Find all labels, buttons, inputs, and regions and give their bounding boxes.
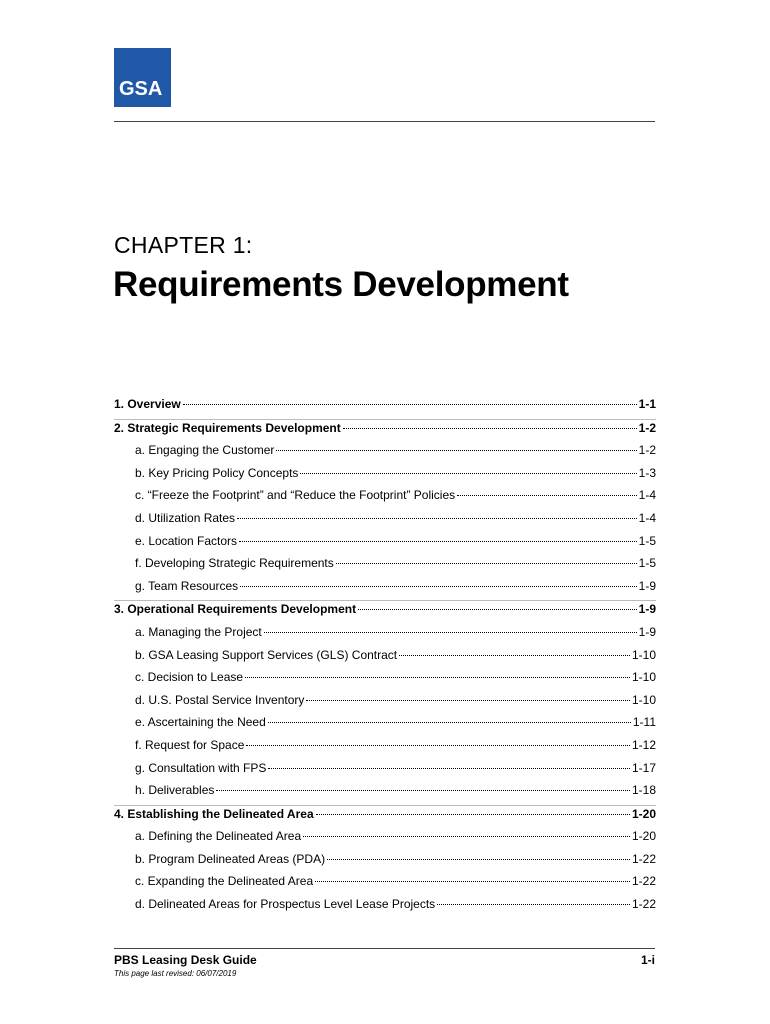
toc-section-entry[interactable] [114, 396, 656, 419]
toc-entry-page: 1-17 [631, 760, 656, 775]
footer-revised-date: This page last revised: 06/07/2019 [114, 969, 237, 978]
toc-entry-page: 1-20 [631, 806, 656, 821]
toc-entry-page: 1-2 [638, 420, 656, 435]
toc-dot-leader [240, 585, 636, 587]
toc-dot-leader [437, 903, 630, 905]
toc-section-entry[interactable] [114, 420, 656, 443]
chapter-title: Requirements Development [113, 265, 569, 304]
toc-subsection-entry[interactable] [114, 669, 656, 692]
toc-subsection-entry[interactable] [114, 442, 656, 465]
toc-subsection-entry[interactable] [114, 873, 656, 896]
toc-entry-page: 1-20 [631, 829, 656, 844]
toc-subsection-entry[interactable] [114, 828, 656, 851]
toc-subsection-entry[interactable] [114, 692, 656, 715]
toc-subsection-entry[interactable] [114, 510, 656, 533]
toc-entry-page: 1-9 [638, 578, 656, 593]
gsa-logo-mark [114, 48, 171, 107]
toc-entry-title: e. Ascertaining the Need [135, 715, 266, 730]
toc-entry-page: 1-18 [631, 783, 656, 798]
toc-subsection-entry[interactable] [114, 624, 656, 647]
toc-entry-title: d. U.S. Postal Service Inventory [135, 692, 305, 707]
toc-entry-page: 1-22 [631, 897, 656, 912]
toc-subsection-entry[interactable] [114, 487, 656, 510]
toc-entry-page: 1-4 [638, 488, 656, 503]
toc-dot-leader [246, 744, 630, 746]
toc-subsection-entry[interactable] [114, 533, 656, 556]
toc-subsection-entry[interactable] [114, 737, 656, 760]
toc-dot-leader [457, 494, 637, 496]
toc-entry-title: 1. Overview [114, 397, 181, 411]
toc-entry-title: 3. Operational Requirements Development [114, 602, 357, 617]
toc-entry-page: 1-2 [638, 443, 656, 458]
toc-section-entry[interactable] [114, 806, 656, 829]
toc-dot-leader [276, 449, 636, 451]
toc-dot-leader [399, 654, 630, 656]
toc-dot-leader [300, 472, 636, 474]
chapter-label: CHAPTER 1: [114, 232, 253, 258]
toc-entry-page: 1-11 [632, 715, 656, 730]
toc-dot-leader [327, 858, 630, 860]
footer-page-number: 1-i [640, 953, 655, 967]
toc-dot-leader [216, 789, 630, 791]
toc-entry-title: b. GSA Leasing Support Services (GLS) Contract [135, 647, 398, 662]
header-divider [114, 121, 655, 122]
toc-entry-title: 4. Establishing the Delineated Area [114, 806, 314, 821]
toc-entry-title: f. Request for Space [135, 737, 245, 752]
toc-subsection-entry[interactable] [114, 647, 656, 670]
toc-entry-page: 1-12 [631, 737, 656, 752]
toc-entry-title: g. Team Resources [135, 578, 239, 593]
toc-entry-page: 1-4 [638, 510, 656, 525]
toc-dot-leader [336, 562, 637, 564]
toc-entry-title: a. Managing the Project [135, 624, 262, 639]
toc-entry-page: 1-22 [631, 874, 656, 889]
toc-entry-title: d. Delineated Areas for Prospectus Level Lease Projects [135, 897, 436, 912]
toc-entry-title: g. Consultation with FPS [135, 760, 267, 775]
toc-dot-leader [245, 676, 630, 678]
toc-entry-title: b. Key Pricing Policy Concepts [135, 465, 299, 480]
footer-divider [114, 948, 655, 949]
toc-subsection-entry[interactable] [114, 714, 656, 737]
toc-entry-title: f. Developing Strategic Requirements [135, 556, 334, 571]
toc-entry-title: c. “Freeze the Footprint” and “Reduce the Footprint” Policies [135, 488, 456, 503]
toc-section-entry[interactable] [114, 601, 656, 624]
toc-entry-page: 1-3 [638, 465, 656, 480]
toc-entry-page: 1-5 [638, 556, 656, 571]
toc-dot-leader [183, 403, 637, 405]
toc-entry-title: a. Defining the Delineated Area [135, 829, 302, 844]
toc-entry-page: 1-9 [638, 602, 656, 617]
toc-entry-title: c. Expanding the Delineated Area [135, 874, 314, 889]
toc-dot-leader [316, 813, 630, 815]
toc-dot-leader [264, 631, 637, 633]
toc-dot-leader [358, 608, 637, 610]
gsa-logo-text: GSA [119, 78, 163, 100]
toc-entry-title: d. Utilization Rates [135, 510, 236, 525]
toc-subsection-entry[interactable] [114, 555, 656, 578]
toc-dot-leader [239, 540, 637, 542]
toc-dot-leader [303, 835, 630, 837]
toc-entry-page: 1-10 [631, 692, 656, 707]
toc-dot-leader [343, 427, 637, 429]
toc-dot-leader [268, 767, 630, 769]
toc-entry-title: 2. Strategic Requirements Development [114, 420, 341, 435]
toc-entry-page: 1-10 [631, 647, 656, 662]
toc-entry-title: c. Decision to Lease [135, 670, 244, 685]
toc-entry-title: a. Engaging the Customer [135, 443, 275, 458]
gsa-logo [114, 48, 171, 107]
table-of-contents [114, 396, 656, 919]
toc-subsection-entry[interactable] [114, 760, 656, 783]
toc-dot-leader [315, 880, 630, 882]
toc-entry-page: 1-1 [638, 397, 656, 411]
toc-dot-leader [306, 699, 630, 701]
toc-subsection-entry[interactable] [114, 896, 656, 919]
toc-dot-leader [237, 517, 637, 519]
toc-subsection-entry[interactable] [114, 578, 656, 601]
toc-entry-page: 1-10 [631, 670, 656, 685]
toc-dot-leader [268, 721, 631, 723]
toc-entry-page: 1-22 [631, 851, 656, 866]
toc-entry-page: 1-5 [638, 533, 656, 548]
toc-entry-title: b. Program Delineated Areas (PDA) [135, 851, 326, 866]
toc-subsection-entry[interactable] [114, 782, 656, 805]
toc-entry-title: e. Location Factors [135, 533, 238, 548]
toc-subsection-entry[interactable] [114, 851, 656, 874]
footer-title: PBS Leasing Desk Guide [114, 953, 257, 967]
toc-entry-title: h. Deliverables [135, 783, 215, 798]
toc-entry-page: 1-9 [638, 624, 656, 639]
toc-subsection-entry[interactable] [114, 465, 656, 488]
